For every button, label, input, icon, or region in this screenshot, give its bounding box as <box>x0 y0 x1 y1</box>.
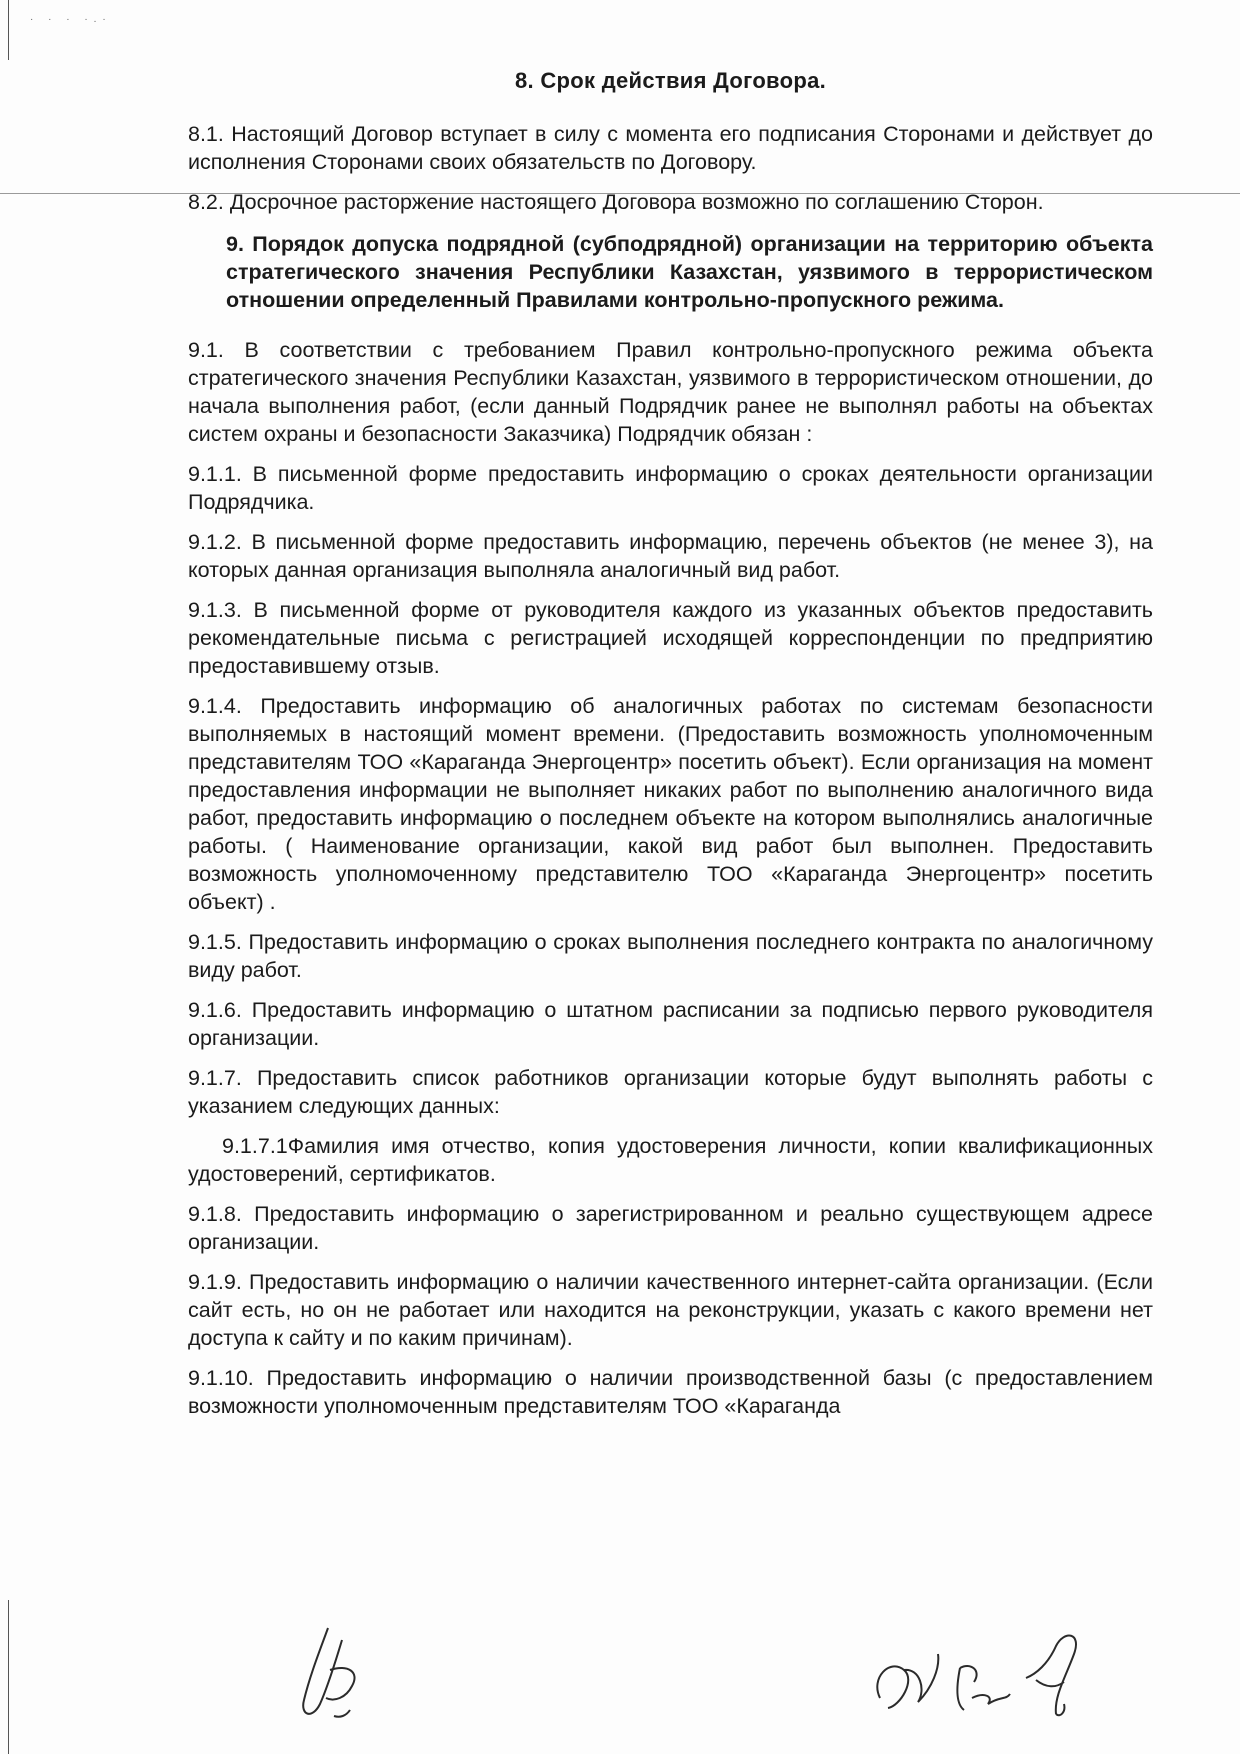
section-8-heading: 8. Срок действия Договора. <box>514 68 827 93</box>
clause-9-1-9: 9.1.9. Предоставить информацию о наличии качественного интернет-сайта организации. (Если сайт есть, но он не работает или находится на реконструкции, указать с какого времени нет доступа к сайту и по каким причинам). <box>188 1270 1153 1350</box>
clause-8-1: 8.1. Настоящий Договор вступает в силу с момента его подписания Сторонами и действует до исполнения Сторонами своих обязательств по Договору. <box>188 122 1153 174</box>
scan-specks: · · · ·.· <box>30 14 112 25</box>
clause-9-1-8: 9.1.8. Предоставить информацию о зарегистрированном и реально существующем адресе организации. <box>188 1202 1153 1254</box>
clause-9-1-6: 9.1.6. Предоставить информацию о штатном расписании за подписью первого руководителя организации. <box>188 998 1153 1050</box>
scan-edge-mark <box>8 0 9 60</box>
clause-9-1-1: 9.1.1. В письменной форме предоставить информацию о сроках деятельности организации Подрядчика. <box>188 462 1153 514</box>
clause-9-1-10: 9.1.10. Предоставить информацию о наличии производственной базы (с предоставлением возможности уполномоченным представителям ТОО «Караганда <box>188 1366 1153 1418</box>
scan-edge-mark <box>8 1600 9 1754</box>
signature-left <box>290 1620 380 1730</box>
document-body <box>188 68 1153 1432</box>
clause-9-1-7-1: 9.1.7.1Фамилия имя отчество, копия удостоверения личности, копии квалификационных удостоверений, сертификатов. <box>188 1134 1153 1186</box>
clause-9-1-5: 9.1.5. Предоставить информацию о сроках выполнения последнего контракта по аналогичному виду работ. <box>188 930 1153 982</box>
section-9-heading: 9. Порядок допуска подрядной (субподрядной) организации на территорию объекта стратегического значения Республики Казахстан, уязвимого в террористическом отношении определенный Правилами контрольно-пропускного режима. <box>226 232 1153 312</box>
clause-9-1: 9.1. В соответствии с требованием Правил контрольно-пропускного режима объекта стратегического значения Республики Казахстан, уязвимого в террористическом отношении, до начала выполнения работ, (если данный Подрядчик ранее не выполнял работы на объектах систем охраны и безопасности Заказчика) Подрядчик обязан : <box>188 338 1153 446</box>
clause-9-1-2: 9.1.2. В письменной форме предоставить информацию, перечень объектов (не менее 3), на которых данная организация выполняла аналогичный вид работ. <box>188 530 1153 582</box>
clause-9-1-3: 9.1.3. В письменной форме от руководителя каждого из указанных объектов предоставить рекомендательные письма с регистрацией исходящей корреспонденции по предприятию предоставившему отзыв. <box>188 598 1153 678</box>
clause-9-1-4: 9.1.4. Предоставить информацию об аналогичных работах по системам безопасности выполняемых в настоящий момент времени. (Предоставить возможность уполномоченным представителям ТОО «Караганда Энергоцентр» посетить объект). Если организация на момент предоставления информации не выполняет никаких работ по выполнению аналогичного вида работ, предоставить информацию о последнем объекте на котором выполнялись аналогичные работы. ( Наименование организации, какой вид работ был выполнен. Предоставить возможность уполномоченному представителю ТОО «Караганда Энергоцентр» посетить объект) . <box>188 694 1153 914</box>
signature-right <box>860 1618 1120 1728</box>
clause-8-2: 8.2. Досрочное расторжение настоящего Договора возможно по соглашению Сторон. <box>188 190 1044 214</box>
clause-9-1-7: 9.1.7. Предоставить список работников организации которые будут выполнять работы с указанием следующих данных: <box>188 1066 1153 1118</box>
